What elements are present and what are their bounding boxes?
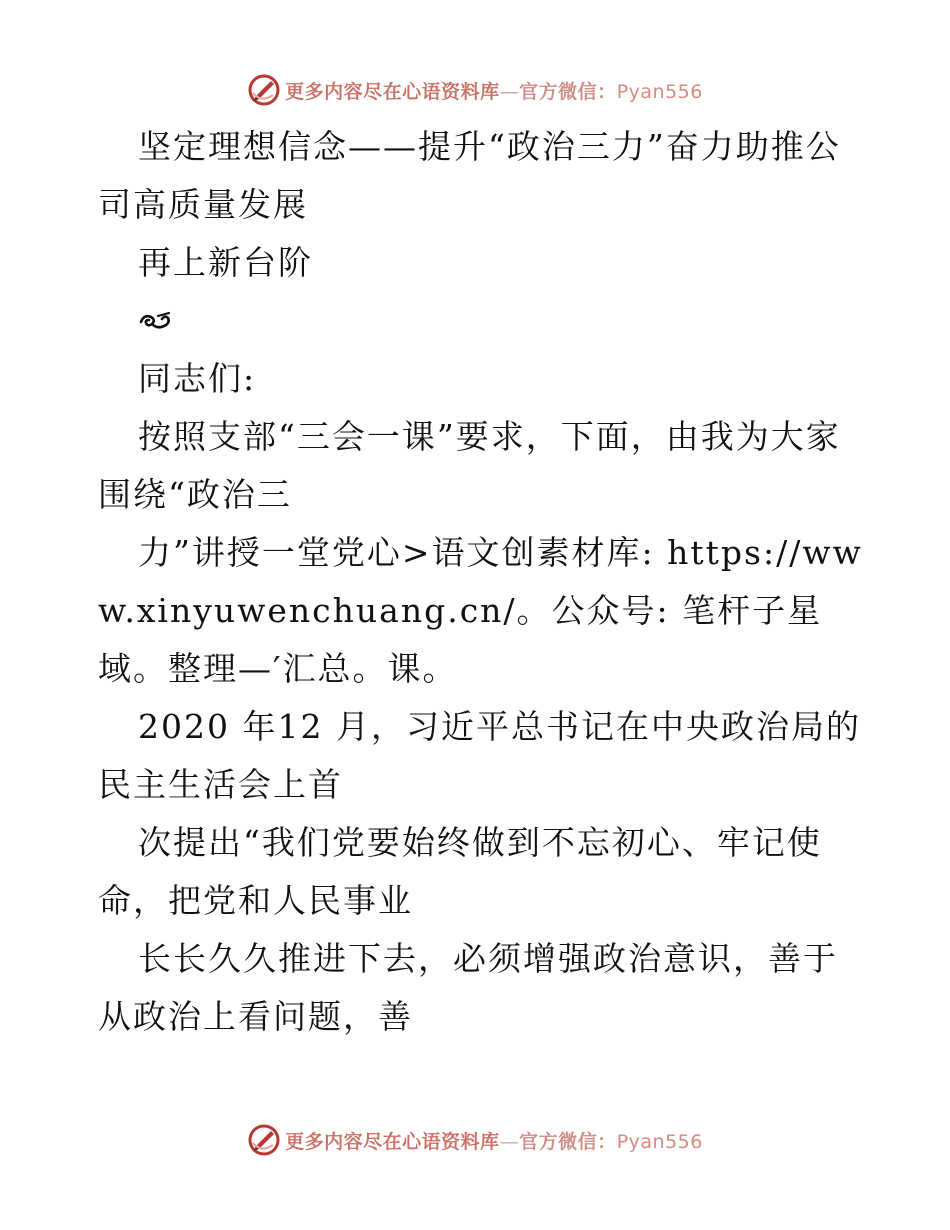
paragraph-2: 力”讲授一堂党心>语文创素材库: https://www.xinyuwenchuang.cn/。公众号: 笔杆子星域。整理—′汇总。课。 xyxy=(98,533,863,688)
banner-wechat-id: Pyan556 xyxy=(616,1130,703,1153)
banner-wechat-id: Pyan556 xyxy=(616,80,703,103)
swirl-ornament-icon xyxy=(138,308,172,334)
banner-dash: — xyxy=(499,1130,520,1153)
brush-pen-logo-icon xyxy=(247,1123,281,1157)
banner-site-name: 更多内容尽在心语资料库 xyxy=(285,1130,500,1153)
salutation: 同志们: xyxy=(138,359,257,398)
title-line-1: 坚定理想信念——提升“政治三力”奋力助推公司高质量发展 xyxy=(98,127,841,224)
banner-site-name: 更多内容尽在心语资料库 xyxy=(285,80,500,103)
banner-wechat-label: 官方微信： xyxy=(519,1130,617,1153)
banner-text xyxy=(285,1127,703,1154)
brush-pen-logo-icon xyxy=(247,73,281,107)
paragraph-4: 次提出“我们党要始终做到不忘初心、牢记使命，把党和人民事业 xyxy=(98,823,822,920)
footer-banner xyxy=(0,1120,950,1160)
document-body xyxy=(98,118,868,1046)
title-line-2: 再上新台阶 xyxy=(138,243,313,282)
paragraph-1: 按照支部“三会一课”要求，下面，由我为大家围绕“政治三 xyxy=(98,417,841,514)
paragraph-5: 长长久久推进下去，必须增强政治意识，善于从政治上看问题，善 xyxy=(98,939,838,1036)
paragraph-3: 2020 年12 月，习近平总书记在中央政治局的民主生活会上首 xyxy=(98,707,861,804)
ornament xyxy=(98,292,868,350)
header-banner xyxy=(0,70,950,110)
banner-text xyxy=(285,77,703,104)
banner-wechat-label: 官方微信： xyxy=(519,80,617,103)
banner-dash: — xyxy=(499,80,520,103)
